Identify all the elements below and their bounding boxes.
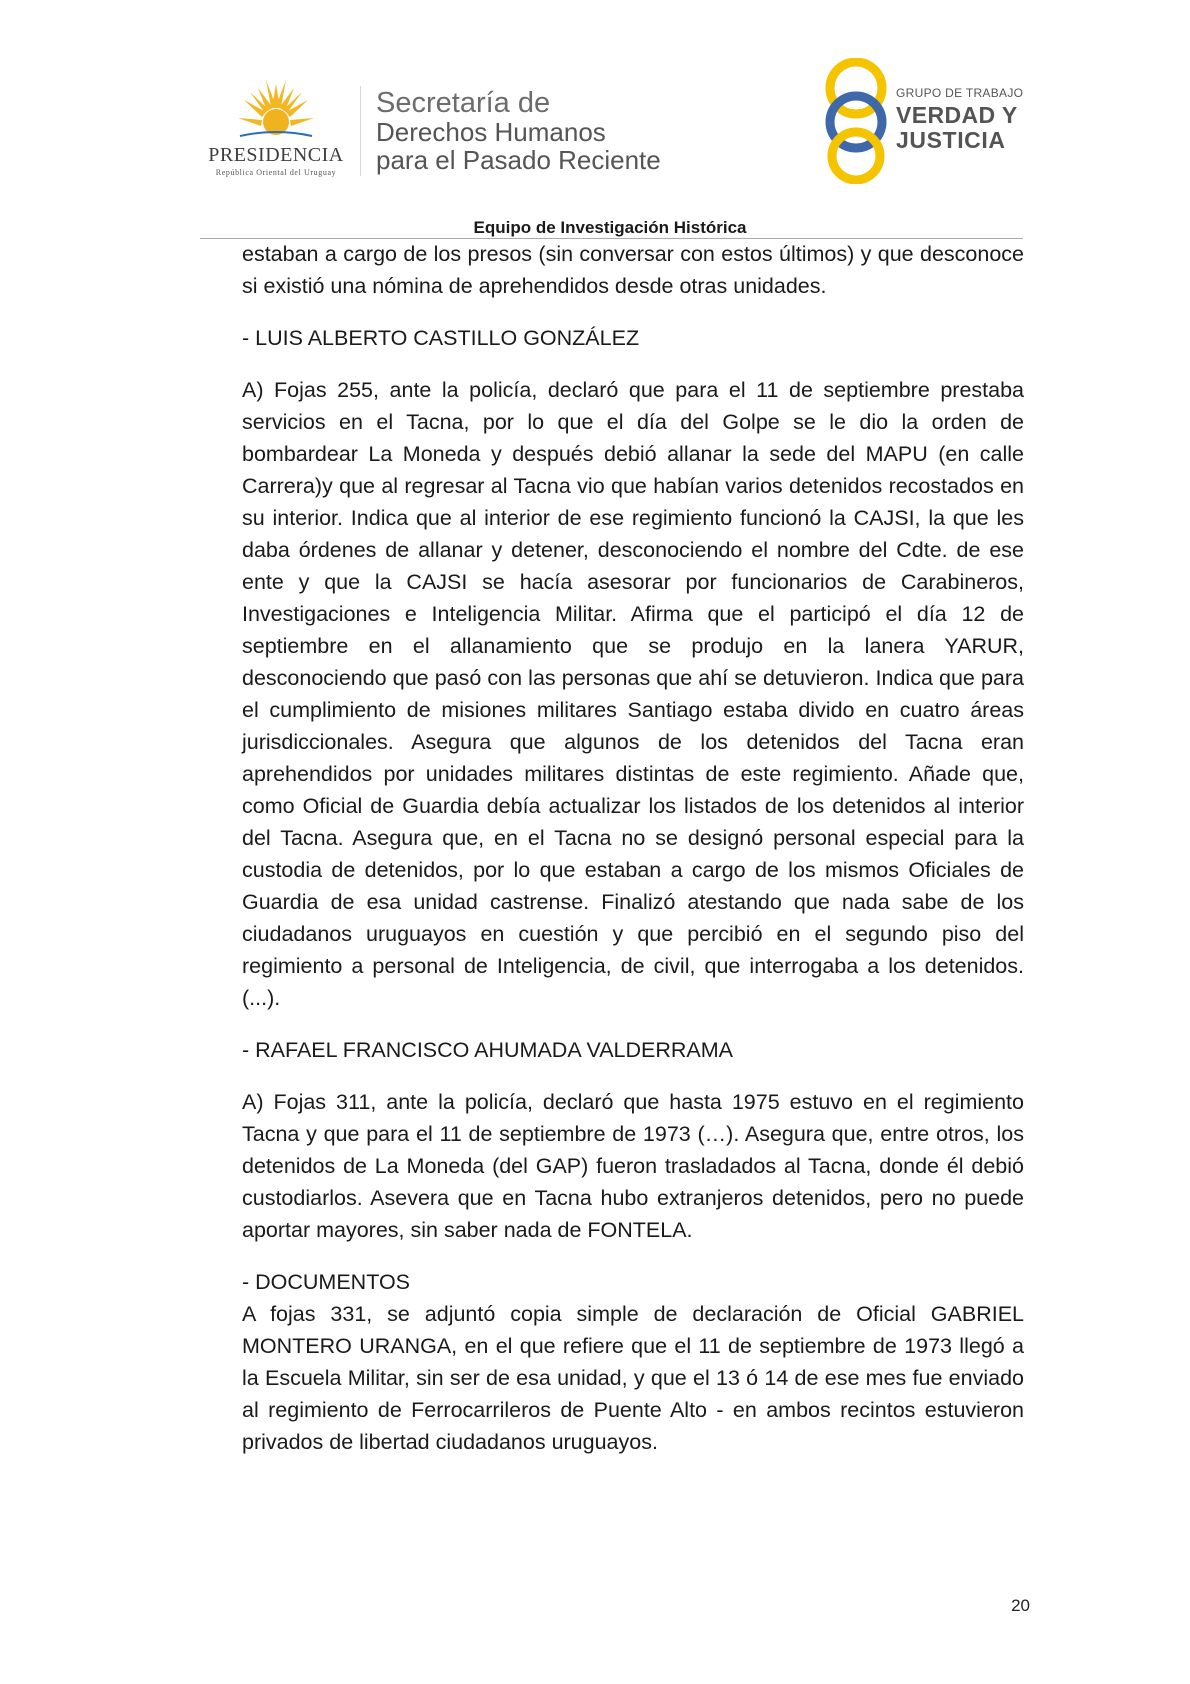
grupo-title-line1: VERDAD Y bbox=[896, 102, 1018, 128]
paragraph-documentos: A fojas 331, se adjuntó copia simple de declaración de Oficial GABRIEL MONTERO URANGA, en el que refiere que el 11 de septiembre de 1973 llegó a la Escuela Militar, sin ser de esa unidad, y que el 13 ó 14 de ese mes fue enviado al regimiento de Ferrocarrileros de Puente Alto - en ambos recintos estuvieron privados de libertad ciudadanos uruguayos. bbox=[242, 1302, 1024, 1454]
secretaria-logo-text bbox=[376, 88, 661, 174]
paragraph-ahumada: A) Fojas 311, ante la policía, declaró que hasta 1975 estuvo en el regimiento Tacna y que para el 11 de septiembre de 1973 (…). Asegura que, entre otros, los detenidos de La Moneda (del GAP) fueron trasladados al Tacna, donde él debió custodiarlos. Asevera que en Tacna hubo extranjeros detenidos, pero no puede aportar mayores, sin saber nada de FONTELA. bbox=[242, 1090, 1024, 1242]
page-number: 20 bbox=[1011, 1596, 1030, 1615]
logo-divider bbox=[360, 86, 361, 176]
secretaria-line1: Secretaría de bbox=[376, 87, 551, 119]
section-heading-castillo: - LUIS ALBERTO CASTILLO GONZÁLEZ bbox=[242, 326, 640, 350]
grupo-small-title: GRUPO DE TRABAJO bbox=[896, 86, 1024, 100]
paragraph-castillo: A) Fojas 255, ante la policía, declaró que para el 11 de septiembre prestaba servicios en el Tacna, por lo que el día del Golpe se le dio la orden de bombardear La Moneda y después debió allanar la sede del MAPU (en calle Carrera)y que al regresar al Tacna vio que habían varios detenidos recostados en su interior. Indica que al interior de ese regimiento funcionó la CAJSI, la que les daba órdenes de allanar y detener, desconociendo el nombre del Cdte. de ese ente y que la CAJSI se hacía asesorar por funcionarios de Carabineros, Investigaciones e Inteligencia Militar. Afirma que el participó el día 12 de septiembre en el allanamiento que se produjo en la lanera YARUR, desconociendo que pasó con las personas que ahí se detuvieron. Indica que para el cumplimiento de misiones militares Santiago estaba divido en cuatro áreas jurisdiccionales. Asegura que algunos de los detenidos del Tacna eran aprehendidos por unidades militares distintas de este regimiento. Añade que, como Oficial de Guardia debía actualizar los listados de los detenidos al interior del Tacna. Asegura que, en el Tacna no se designó personal especial para la custodia de detenidos, por lo que estaban a cargo de los mismos Oficiales de Guardia de esa unidad castrense. Finalizó atestando que nada sabe de los ciudadanos uruguayos en cuestión y que percibió en el segundo piso del regimiento a personal de Inteligencia, de civil, que interrogaba a los detenidos. (...). bbox=[242, 378, 1024, 1010]
rings-icon bbox=[818, 58, 894, 184]
grupo-title-line2: JUSTICIA bbox=[896, 127, 1006, 153]
sun-icon bbox=[236, 78, 316, 144]
team-title: Equipo de Investigación Histórica bbox=[473, 218, 747, 237]
secretaria-line3: para el Pasado Reciente bbox=[376, 145, 661, 175]
presidencia-name: PRESIDENCIA bbox=[208, 144, 344, 166]
secretaria-line2: Derechos Humanos bbox=[376, 117, 606, 147]
section-heading-documentos: - DOCUMENTOS bbox=[242, 1270, 411, 1294]
paragraph-continuation: estaban a cargo de los presos (sin conversar con estos últimos) y que desconoce si existió una nómina de aprehendidos desde otras unidades. bbox=[242, 242, 1024, 298]
presidencia-logo bbox=[196, 78, 356, 178]
grupo-trabajo-logo bbox=[818, 58, 1028, 188]
page-header bbox=[0, 0, 1190, 237]
document-body bbox=[242, 238, 1024, 1458]
section-heading-ahumada: - RAFAEL FRANCISCO AHUMADA VALDERRAMA bbox=[242, 1038, 734, 1062]
presidencia-subtitle: República Oriental del Uruguay bbox=[215, 168, 337, 177]
